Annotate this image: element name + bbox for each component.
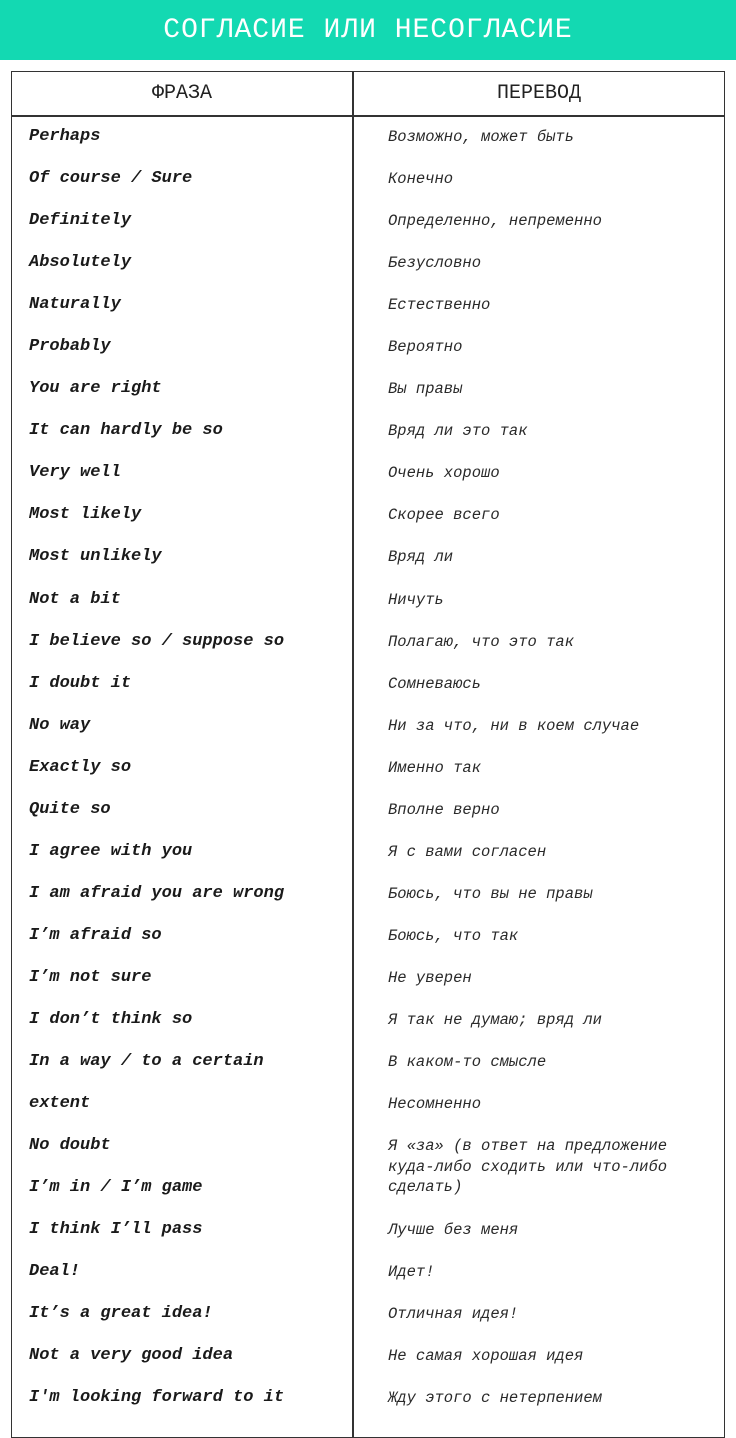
phrase-item: Deal!	[29, 1262, 81, 1282]
phrase-item: Not a very good idea	[29, 1346, 234, 1366]
phrase-item: Not a bit	[29, 589, 121, 609]
translation-item: Ни за что, ни в коем случае	[388, 716, 640, 735]
phrase-item: Definitely	[29, 211, 132, 231]
phrase-item: Most likely	[29, 505, 142, 525]
phrase-column	[29, 127, 349, 1430]
phrase-table	[11, 71, 725, 1438]
phrase-item: Exactly so	[29, 757, 132, 777]
translation-item: Я «за» (в ответ на предложение куда-либо сходить или что-либо сделать)	[388, 1137, 677, 1197]
translation-item: Боюсь, что так	[388, 926, 519, 945]
translation-item: Несомненно	[388, 1095, 482, 1114]
phrase-item: No doubt	[29, 1136, 111, 1156]
translation-item: Вы правы	[388, 380, 463, 399]
phrase-item: Naturally	[29, 295, 121, 315]
translation-item: Именно так	[388, 758, 482, 777]
translation-item: Вероятно	[388, 338, 463, 357]
phrase-item: I am afraid you are wrong	[29, 883, 285, 903]
phrase-item: Perhaps	[29, 127, 101, 146]
title-banner	[0, 0, 736, 60]
phrase-item: Most unlikely	[29, 547, 162, 567]
phrase-item: I doubt it	[29, 673, 132, 693]
phrase-item: You are right	[29, 379, 162, 399]
phrase-item: Of course / Sure	[29, 169, 193, 189]
phrase-item: It can hardly be so	[29, 421, 223, 441]
translation-item: Ничуть	[388, 590, 444, 609]
translation-item: Жду этого с нетерпением	[388, 1389, 602, 1408]
translation-column	[388, 127, 720, 1430]
translation-item: Идет!	[388, 1263, 435, 1282]
phrase-item: I agree with you	[29, 841, 193, 861]
translation-item: Естественно	[388, 296, 491, 315]
phrase-item: I believe so / suppose so	[29, 631, 285, 651]
phrase-item: Absolutely	[29, 253, 132, 273]
translation-item: Я так не думаю; вряд ли	[388, 1010, 602, 1029]
phrase-item: Probably	[29, 337, 111, 357]
phrase-item: No way	[29, 715, 91, 735]
translation-item: Не уверен	[388, 968, 472, 987]
translation-item: Конечно	[388, 170, 454, 189]
phrase-item: I’m not sure	[29, 967, 152, 987]
translation-item: Вряд ли	[388, 548, 454, 567]
phrase-item: Quite so	[29, 799, 111, 819]
translation-item: Вряд ли это так	[388, 422, 528, 441]
translation-item: Очень хорошо	[388, 464, 500, 483]
translation-item: Я с вами согласен	[388, 842, 547, 861]
translation-item: Скорее всего	[388, 506, 500, 525]
translation-item: Полагаю, что это так	[388, 632, 575, 651]
translation-item: Определенно, непременно	[388, 212, 602, 231]
translation-item: Отличная идея!	[388, 1305, 519, 1324]
page-title: СОГЛАСИЕ ИЛИ НЕСОГЛАСИЕ	[163, 14, 573, 46]
phrase-item: Very well	[29, 463, 121, 483]
phrase-item: I'm looking forward to it	[29, 1388, 285, 1408]
column-divider	[352, 72, 354, 1437]
translation-item: Вполне верно	[388, 800, 500, 819]
phrase-item: In a way / to a certain	[29, 1052, 264, 1072]
phrase-item: I’m in / I’m game	[29, 1178, 203, 1198]
translation-item: Сомневаюсь	[388, 674, 482, 693]
translation-item: В каком-то смысле	[388, 1053, 547, 1072]
phrase-item: It’s a great idea!	[29, 1304, 213, 1324]
header-phrase: ФРАЗА	[151, 82, 212, 105]
phrase-item: I don’t think so	[29, 1009, 193, 1029]
translation-item: Не самая хорошая идея	[388, 1347, 584, 1366]
header-translation: ПЕРЕВОД	[496, 82, 581, 105]
phrase-item: I’m afraid so	[29, 925, 162, 945]
phrase-item: extent	[29, 1094, 91, 1114]
translation-item: Лучше без меня	[388, 1221, 519, 1240]
phrase-item: I think I’ll pass	[29, 1220, 203, 1240]
translation-item: Безусловно	[388, 254, 482, 273]
header-divider	[12, 115, 724, 117]
translation-item: Возможно, может быть	[388, 128, 575, 146]
translation-item: Боюсь, что вы не правы	[388, 884, 593, 903]
